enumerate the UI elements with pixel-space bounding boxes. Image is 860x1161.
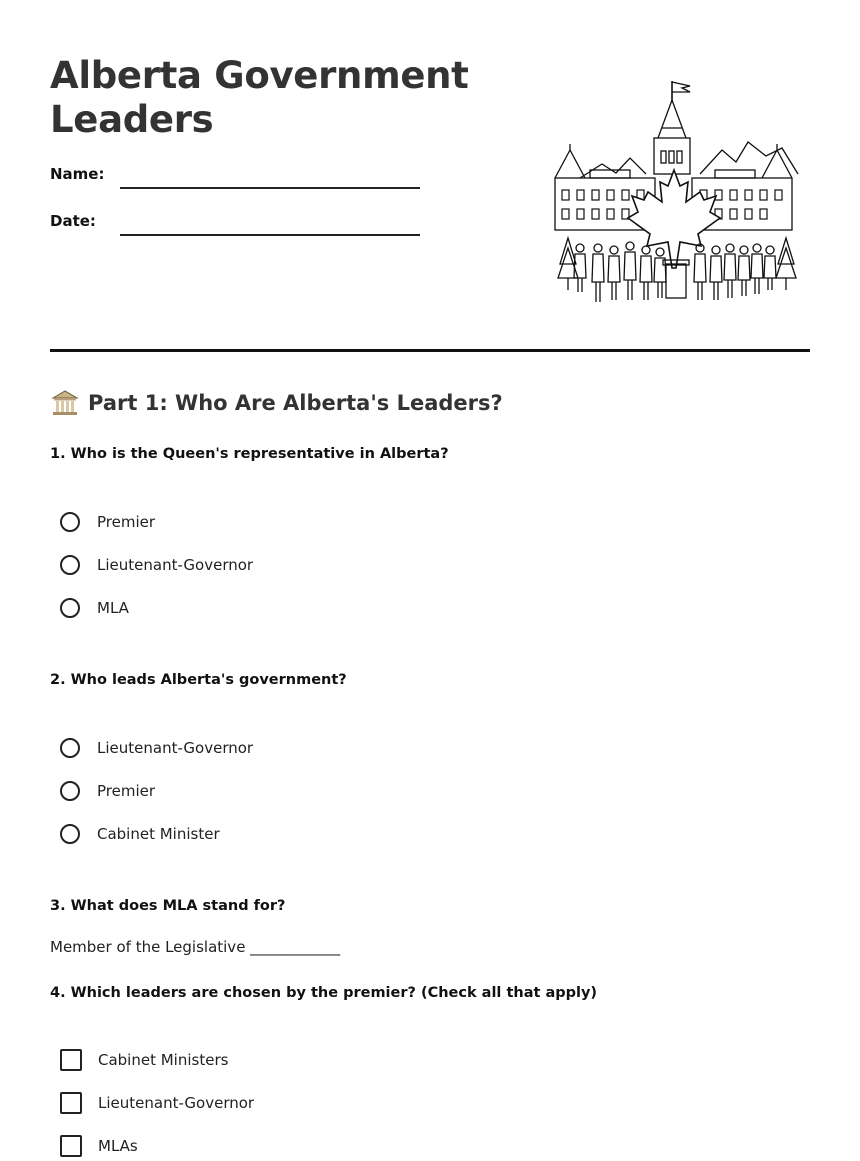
- option-label: Premier: [97, 513, 156, 531]
- checkbox[interactable]: [60, 1092, 82, 1114]
- q2-option-1[interactable]: [60, 735, 253, 761]
- name-field[interactable]: [120, 187, 420, 189]
- option-label: Premier: [97, 782, 156, 800]
- checkbox[interactable]: [60, 1049, 82, 1071]
- title-line-1: Alberta Government: [50, 54, 469, 97]
- classical-building-icon: [50, 388, 80, 418]
- worksheet-page: [50, 0, 810, 1161]
- q4-option-1[interactable]: [60, 1047, 228, 1073]
- q1-option-2[interactable]: [60, 552, 253, 578]
- section-title: Part 1: Who Are Alberta's Leaders?: [88, 391, 503, 415]
- option-label: Cabinet Ministers: [98, 1051, 229, 1069]
- radio-button[interactable]: [60, 824, 80, 844]
- radio-button[interactable]: [60, 781, 80, 801]
- date-field[interactable]: [120, 234, 420, 236]
- radio-button[interactable]: [60, 738, 80, 758]
- option-label: MLAs: [98, 1137, 138, 1155]
- question-4: 4. Which leaders are chosen by the premier? (Check all that apply): [50, 985, 598, 1001]
- legislature-illustration: [550, 78, 800, 310]
- q3-fill-in-blank[interactable]: Member of the Legislative ____________: [50, 938, 341, 956]
- option-label: Cabinet Minister: [97, 825, 220, 843]
- option-label: MLA: [97, 599, 129, 617]
- date-label: Date:: [50, 212, 96, 230]
- title-line-2: Leaders: [50, 98, 214, 141]
- option-label: Lieutenant-Governor: [98, 1094, 255, 1112]
- q4-option-2[interactable]: [60, 1090, 254, 1116]
- header-divider: [50, 349, 810, 352]
- option-label: Lieutenant-Governor: [97, 739, 254, 757]
- radio-button[interactable]: [60, 598, 80, 618]
- section-heading: [50, 388, 503, 418]
- question-3: 3. What does MLA stand for?: [50, 898, 286, 914]
- option-label: Lieutenant-Governor: [97, 556, 254, 574]
- q2-option-3[interactable]: [60, 821, 220, 847]
- q4-option-3[interactable]: [60, 1133, 138, 1159]
- q2-option-2[interactable]: [60, 778, 155, 804]
- q1-option-3[interactable]: [60, 595, 129, 621]
- checkbox[interactable]: [60, 1135, 82, 1157]
- q1-option-1[interactable]: [60, 509, 155, 535]
- question-1: 1. Who is the Queen's representative in Alberta?: [50, 446, 449, 462]
- question-2: 2. Who leads Alberta's government?: [50, 672, 347, 688]
- radio-button[interactable]: [60, 512, 80, 532]
- worksheet-title: [50, 54, 470, 142]
- name-label: Name:: [50, 165, 105, 183]
- radio-button[interactable]: [60, 555, 80, 575]
